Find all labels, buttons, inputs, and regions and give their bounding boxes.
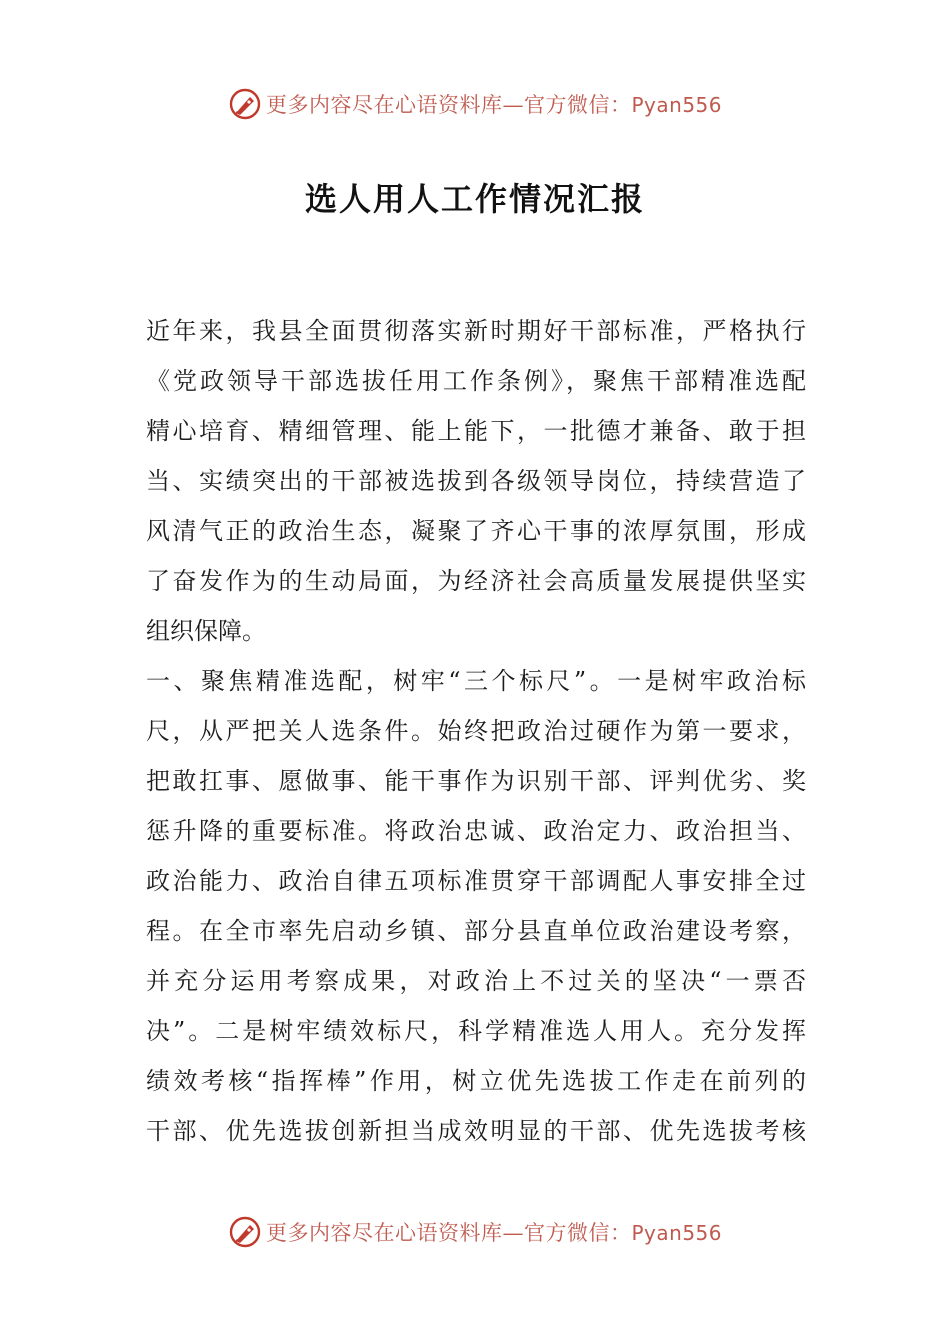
paragraph-line: 风清气正的政治生态，凝聚了齐心干事的浓厚氛围，形成 — [146, 517, 806, 545]
paragraph-line: 《党政领导干部选拔任用工作条例》，聚焦干部精准选配 — [146, 367, 806, 395]
banner-slogan: 更多内容尽在心语资料库—官方微信： — [265, 93, 632, 117]
pen-nib-logo-icon — [228, 1215, 262, 1249]
paragraph-line: 把敢扛事、愿做事、能干事作为识别干部、评判优劣、奖 — [146, 767, 806, 795]
paragraph-line: 干部、优先选拔创新担当成效明显的干部、优先选拔考核 — [146, 1117, 806, 1145]
paragraph-line: 绩效考核“指挥棒”作用，树立优先选拔工作走在前列的 — [146, 1067, 806, 1095]
paragraph-line: 尺，从严把关人选条件。始终把政治过硬作为第一要求， — [146, 717, 806, 745]
pen-nib-logo-icon — [228, 87, 262, 121]
header-banner — [0, 84, 950, 124]
banner-text — [266, 89, 722, 119]
paragraph-line: 惩升降的重要标准。将政治忠诚、政治定力、政治担当、 — [146, 817, 806, 845]
wechat-id: Pyan556 — [631, 1221, 722, 1245]
paragraph-line: 近年来，我县全面贯彻落实新时期好干部标准，严格执行 — [146, 317, 806, 345]
page-title: 选人用人工作情况汇报 — [304, 180, 645, 218]
document-body — [146, 306, 806, 1156]
banner-text — [266, 1217, 722, 1247]
banner-slogan: 更多内容尽在心语资料库—官方微信： — [265, 1221, 632, 1245]
paragraph-line: 并充分运用考察成果，对政治上不过关的坚决“一票否 — [146, 967, 806, 995]
paragraph-line: 组织保障。 — [146, 617, 266, 645]
paragraph-line: 精心培育、精细管理、能上能下，一批德才兼备、敢于担 — [146, 417, 806, 445]
paragraph-line: 了奋发作为的生动局面，为经济社会高质量发展提供坚实 — [146, 567, 806, 595]
paragraph-line: 政治能力、政治自律五项标准贯穿干部调配人事安排全过 — [146, 867, 806, 895]
paragraph-line: 一、聚焦精准选配，树牢“三个标尺”。一是树牢政治标 — [146, 667, 806, 695]
paragraph-line: 程。在全市率先启动乡镇、部分县直单位政治建设考察， — [146, 917, 806, 945]
wechat-id: Pyan556 — [631, 93, 722, 117]
paragraph-line: 决”。二是树牢绩效标尺，科学精准选人用人。充分发挥 — [146, 1017, 806, 1045]
paragraph-line: 当、实绩突出的干部被选拔到各级领导岗位，持续营造了 — [146, 467, 806, 495]
footer-banner — [0, 1212, 950, 1252]
